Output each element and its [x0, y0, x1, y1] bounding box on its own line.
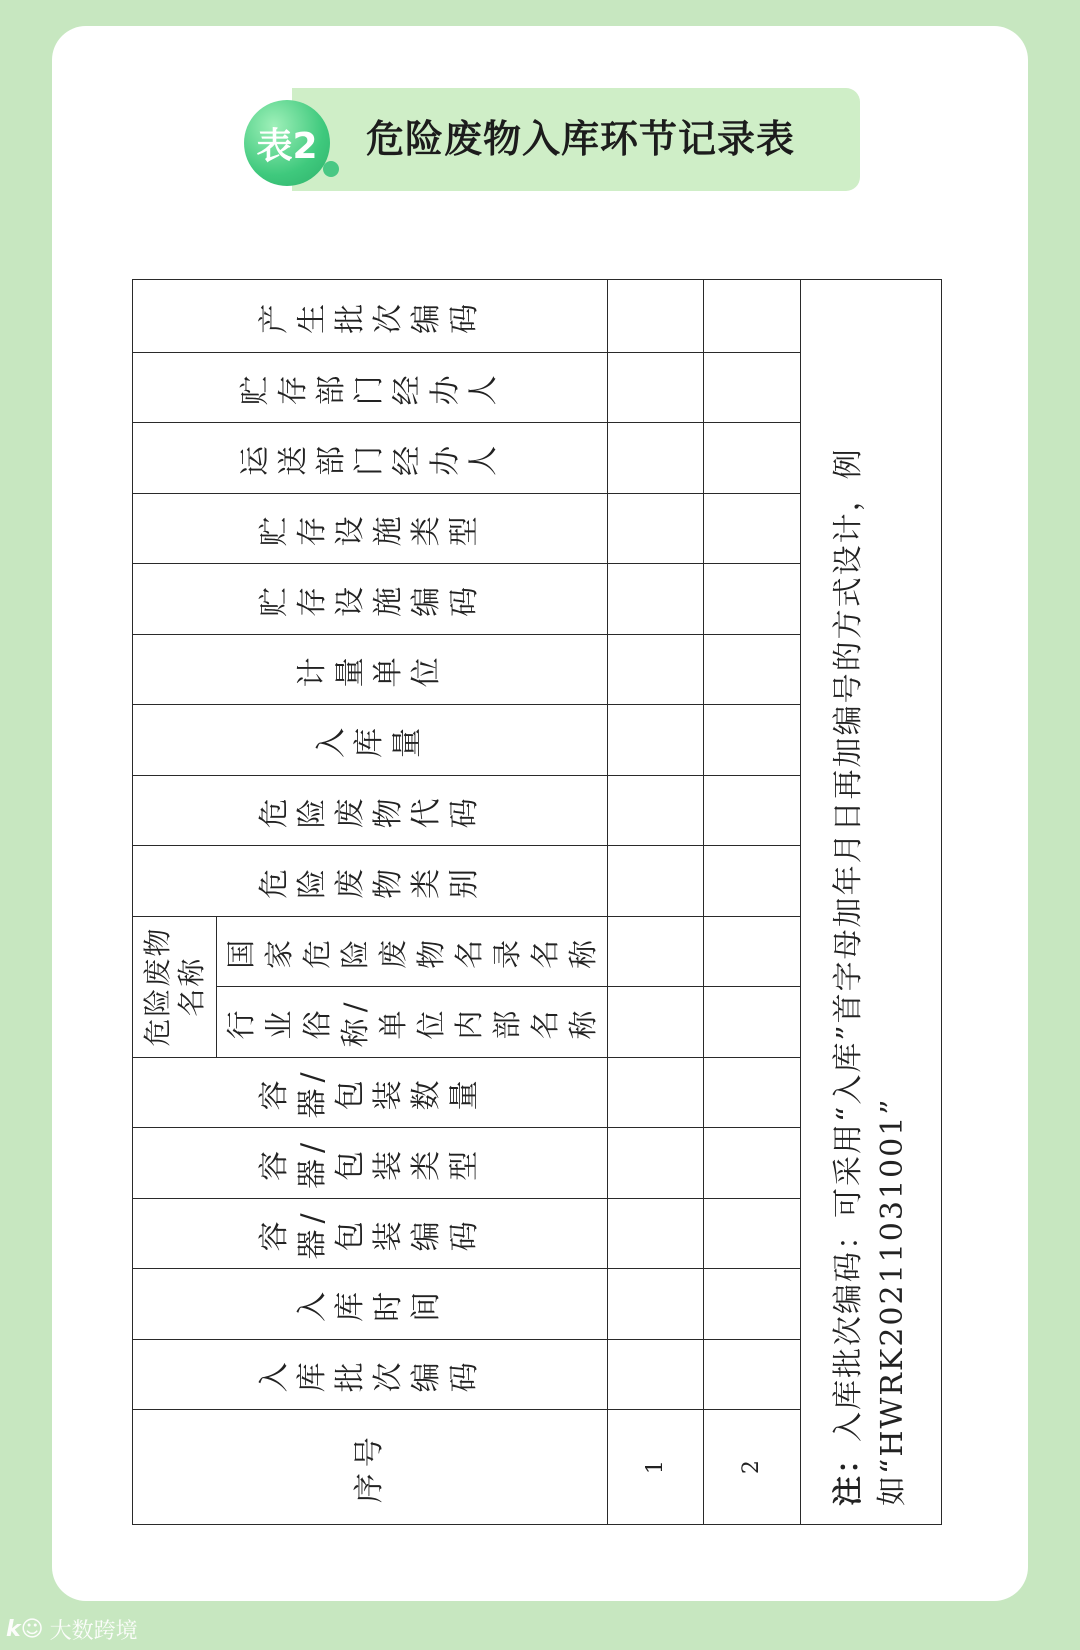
table-cell [704, 846, 800, 917]
table-number-badge: 表2 [244, 100, 330, 186]
note-text: 入库批次编码：可采用“入库”首字母加年月日再加编号的方式设计，例如“HWRK20211031001” [830, 447, 910, 1506]
record-table [132, 279, 942, 1525]
table-cell [704, 987, 800, 1058]
table-cell [608, 564, 704, 635]
header-cell: 贮存部门经办人 [133, 352, 608, 423]
header-cell: 产生批次编码 [133, 280, 608, 353]
table-cell [608, 1128, 704, 1199]
table-cell [608, 1339, 704, 1410]
header-cell: 入库时间 [133, 1269, 608, 1340]
header-cell: 容器/包装类型 [133, 1128, 608, 1199]
header-cell: 贮存设施编码 [133, 564, 608, 635]
header-cell: 运送部门经办人 [133, 423, 608, 494]
table-cell [608, 352, 704, 423]
watermark-text: 大数跨境 [49, 1618, 138, 1644]
table-cell [704, 1339, 800, 1410]
note-label: 注： [830, 1442, 866, 1506]
table-cell [608, 775, 704, 846]
note-row [800, 280, 941, 1525]
table-row [608, 280, 704, 1525]
table-cell [608, 705, 704, 776]
table-cell [608, 987, 704, 1058]
table-cell [704, 564, 800, 635]
table-cell [704, 423, 800, 494]
table-cell [608, 280, 704, 353]
header-cell: 入库批次编码 [133, 1339, 608, 1410]
group-header-cell: 危险废物名称 [133, 916, 217, 1057]
header-cell: 入库量 [133, 705, 608, 776]
header-row [133, 280, 217, 1525]
table-cell [704, 493, 800, 564]
page-title: 危险废物入库环节记录表 [366, 116, 796, 161]
table-cell [608, 634, 704, 705]
table-cell [704, 916, 800, 987]
table-cell [608, 916, 704, 987]
table-cell [704, 705, 800, 776]
header-cell: 计量单位 [133, 634, 608, 705]
header-cell: 容器/包装编码 [133, 1198, 608, 1269]
table-cell [704, 1057, 800, 1128]
table-cell [704, 1198, 800, 1269]
table-cell [608, 1269, 704, 1340]
decorative-dot [323, 161, 339, 177]
table-row [704, 280, 800, 1525]
header-cell: 危险废物类别 [133, 846, 608, 917]
header-subcell: 国家危险废物名录名称 [217, 916, 608, 987]
table-cell [704, 634, 800, 705]
row-index-cell: 2 [704, 1410, 800, 1525]
header-cell: 序号 [133, 1410, 608, 1525]
note-cell [800, 280, 941, 1525]
watermark [6, 1614, 138, 1644]
table-cell [704, 775, 800, 846]
watermark-logo-icon: k☺ [6, 1616, 44, 1642]
header-cell: 危险废物代码 [133, 775, 608, 846]
table-cell [704, 352, 800, 423]
row-index-cell: 1 [608, 1410, 704, 1525]
table-cell [704, 1269, 800, 1340]
table-cell [608, 493, 704, 564]
table-cell [608, 1057, 704, 1128]
header-cell: 贮存设施类型 [133, 493, 608, 564]
table-cell [704, 280, 800, 353]
record-table-rotated [132, 279, 942, 1525]
table-cell [704, 1128, 800, 1199]
table-cell [608, 1198, 704, 1269]
header-subcell: 行业俗称/单位内部名称 [217, 987, 608, 1058]
table-cell [608, 423, 704, 494]
header-cell: 容器/包装数量 [133, 1057, 608, 1128]
table-cell [608, 846, 704, 917]
